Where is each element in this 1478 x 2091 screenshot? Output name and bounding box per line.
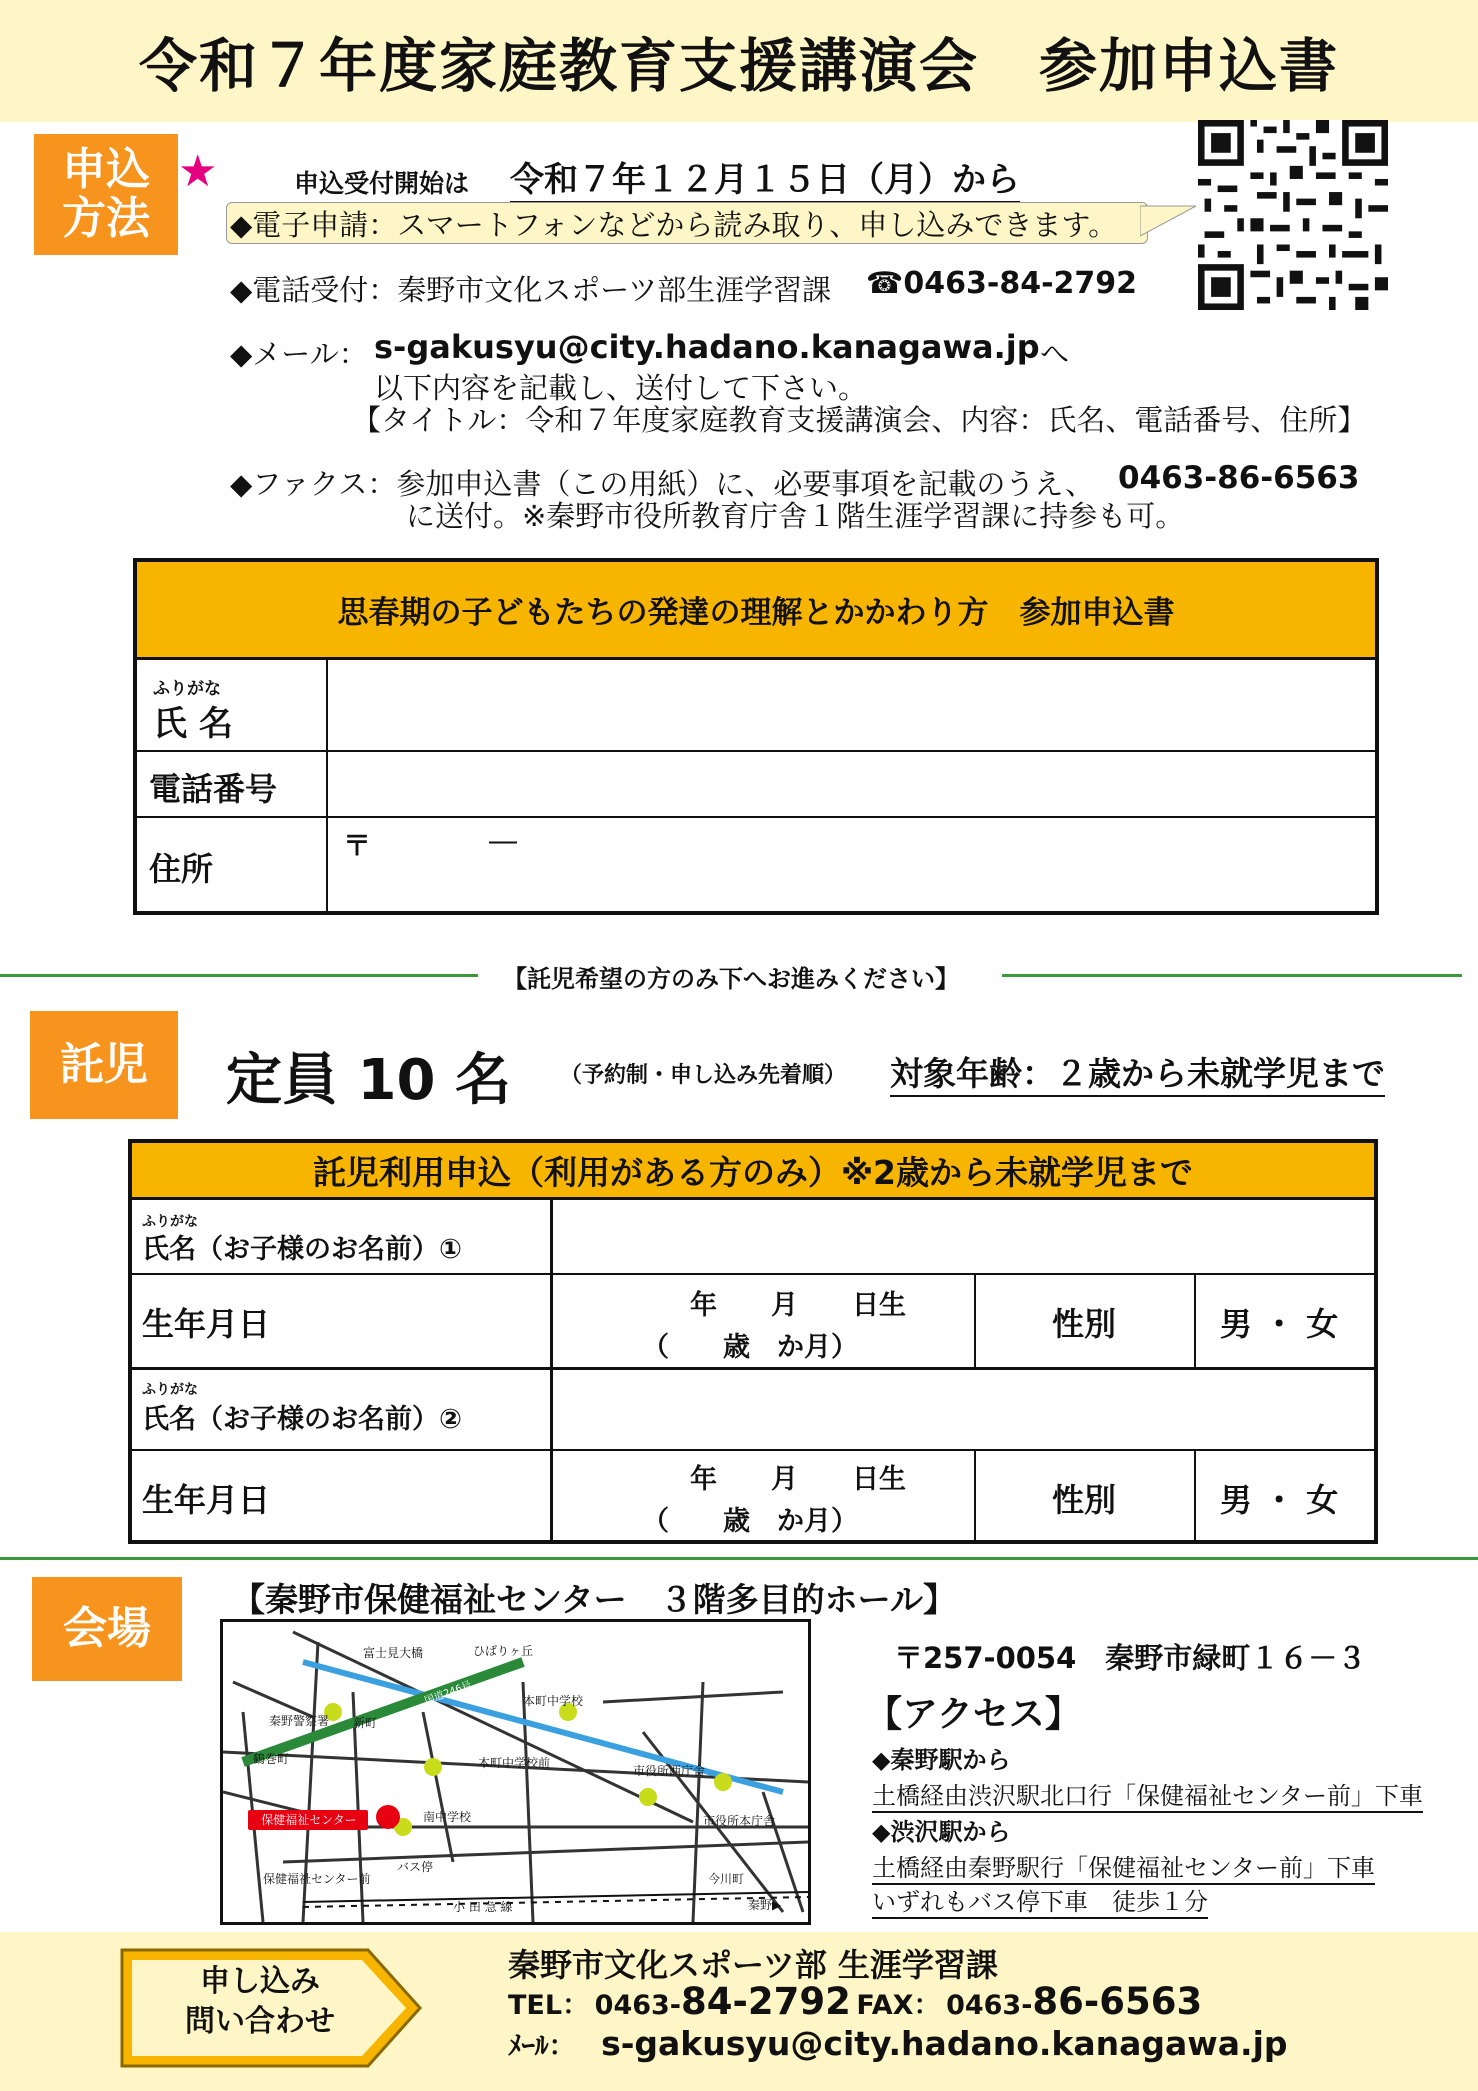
name-input[interactable] (329, 660, 1375, 750)
mail-apply-label: ◆メール： (230, 337, 368, 371)
page-title: 令和７年度家庭教育支援講演会 参加申込書 (0, 0, 1478, 122)
participation-form (133, 558, 1379, 915)
map-label-odakyu: 小 田 急 線 (453, 1900, 513, 1914)
footer-mail-address[interactable]: s-gakusyu@city.hadano.kanagawa.jp (601, 2024, 1288, 2063)
capacity-unit: 名 (454, 1048, 511, 1113)
map-label-minami-jh: 南中学校 (423, 1810, 472, 1824)
footer-contact (508, 1980, 1202, 2023)
start-date: 令和７年１２月１５日（月）から (510, 152, 1020, 203)
capacity (226, 1036, 511, 1116)
from-shibusawa: ◆渋沢駅から (872, 1818, 1011, 1846)
phone-apply-label: ◆電話受付：秦野市文化スポーツ部生涯学習課 (230, 273, 832, 307)
phone-label: 電話番号 (149, 770, 278, 808)
postal-dash: ― (489, 824, 517, 857)
hadano-route: 土橋経由渋沢駅北口行「保健福祉センター前」下車 (872, 1776, 1423, 1813)
child2-ymd[interactable]: 年 月 日生 (690, 1464, 906, 1495)
venue-map[interactable] (220, 1619, 811, 1925)
map-label-center-mae: 保健福祉センター前 (263, 1872, 371, 1886)
child1-age[interactable]: （ 歳 か月） (642, 1332, 858, 1363)
venue-tag: 会場 (32, 1577, 182, 1681)
child1-name-input[interactable] (554, 1200, 1374, 1272)
child2-gender-options[interactable]: 男 ・ 女 (1220, 1481, 1339, 1519)
footer-tel-main: 84-2792 (681, 1980, 851, 2023)
mail-apply-line3: 【タイトル：令和７年度家庭教育支援講演会、内容：氏名、電話番号、住所】 (352, 403, 1367, 437)
fax-apply-label: ◆ファクス：参加申込書（この用紙）に、必要事項を記載のうえ、 (230, 467, 1095, 501)
map-label-main-office: 市役所本庁舎 (703, 1814, 776, 1828)
divider-right (1002, 974, 1462, 977)
inquiry-button-line2: 問い合わせ (185, 2004, 335, 2039)
fax-apply-line2: に送付。※秦野市役所教育庁舎１階生涯学習課に持参も可。 (406, 499, 1185, 533)
fax-apply-number: 0463-86-6563 (1118, 460, 1360, 496)
mail-apply-line2: 以下内容を記載し、送付して下さい。 (374, 371, 868, 405)
furigana-label: ふりがな (153, 679, 221, 699)
footer-mail-label: ﾒｰﾙ： (508, 2031, 576, 2062)
address-input[interactable] (329, 818, 1375, 911)
child1-gender-options[interactable]: 男 ・ 女 (1220, 1305, 1339, 1343)
footer-tel-prefix: 0463- (594, 1990, 682, 2021)
phone-input[interactable] (329, 752, 1375, 816)
walk-note: いずれもバス停下車 徒歩１分 (872, 1882, 1208, 1919)
start-label: 申込受付開始は (294, 169, 470, 198)
from-hadano: ◆秦野駅から (872, 1746, 1011, 1774)
footer-tel-label: TEL： (508, 1990, 590, 2021)
map-label-imagawa: 今川町 (708, 1872, 745, 1886)
child1-gender-label: 性別 (1052, 1305, 1117, 1343)
child2-name-label: 氏名（お子様のお名前）② (142, 1404, 462, 1435)
child1-birth-label: 生年月日 (142, 1305, 271, 1343)
age-note: 対象年齢：２歳から未就学児まで (890, 1048, 1385, 1097)
footer-mail (508, 2024, 1288, 2063)
capacity-note: （予約制・申し込み先着順） (560, 1063, 847, 1088)
footer-dept: 秦野市文化スポーツ部 生涯学習課 (508, 1946, 998, 1984)
map-label-route246: 国道246号 (423, 1679, 474, 1707)
map-label-west-office: 市役所西庁舎 (633, 1764, 706, 1778)
map-label-tsurumaki: 鶴巻町 (253, 1752, 290, 1766)
capacity-label: 定員 (226, 1048, 338, 1113)
map-label-shinmachi: 新町 (353, 1716, 378, 1730)
access-title: 【アクセス】 (866, 1694, 1081, 1735)
divider-left (0, 974, 478, 977)
child1-ymd[interactable]: 年 月 日生 (690, 1290, 906, 1321)
phone-apply-number: ☎0463-84-2792 (866, 266, 1138, 301)
child2-name-input[interactable] (554, 1369, 1374, 1449)
footer-fax-prefix: 0463- (946, 1990, 1033, 2021)
map-label-fujimi: 富士見大橋 (363, 1646, 424, 1660)
child2-furigana: ふりがな (142, 1382, 198, 1398)
apply-method-tag-text: 申込方法 (62, 144, 150, 244)
child1-furigana: ふりがな (142, 1214, 198, 1230)
divider-note: 【託児希望の方のみ下へお進みください】 (503, 965, 959, 993)
child2-gender-label: 性別 (1052, 1481, 1117, 1519)
mail-apply-address[interactable]: s-gakusyu@city.hadano.kanagawa.jp (374, 328, 1040, 366)
venue-divider (0, 1557, 1478, 1560)
callout-pointer-icon (1140, 200, 1200, 240)
map-label-police: 秦野警察署 (269, 1714, 330, 1728)
apply-method-tag (34, 134, 178, 255)
inquiry-button[interactable] (130, 1962, 390, 2042)
child2-age[interactable]: （ 歳 か月） (642, 1506, 858, 1537)
capacity-number: 10 (357, 1048, 436, 1113)
childcare-form-header: 託児利用申込（利用がある方のみ）※2歳から未就学児まで (132, 1143, 1374, 1200)
map-label-hadano: 秦野▶ (748, 1898, 782, 1912)
shibusawa-route: 土橋経由秦野駅行「保健福祉センター前」下車 (872, 1848, 1375, 1885)
footer-fax-label: FAX： (856, 1990, 941, 2021)
map-label-center: 保健福祉センター (261, 1813, 357, 1827)
map-label-hibari: ひばりヶ丘 (473, 1644, 534, 1658)
name-label: 氏 名 (153, 704, 233, 744)
child2-birth-label: 生年月日 (142, 1481, 271, 1519)
participation-form-header: 思春期の子どもたちの発達の理解とかかわり方 参加申込書 (137, 562, 1375, 660)
map-label-honmachi-mae: 本町中学校前 (478, 1756, 551, 1770)
star-icon: ★ (178, 146, 218, 197)
childcare-form (128, 1139, 1378, 1544)
map-label-bus-stop: バス停 (397, 1860, 434, 1874)
electronic-apply: ◆電子申請：スマートフォンなどから読み取り、申し込みできます。 (230, 208, 1118, 242)
childcare-tag: 託児 (30, 1011, 178, 1119)
inquiry-button-line1: 申し込み (200, 1964, 320, 1999)
postal-mark: 〒 (343, 829, 372, 862)
qr-code-icon[interactable] (1198, 120, 1388, 310)
venue-address: 〒257-0054 秦野市緑町１６－３ (894, 1641, 1367, 1675)
address-label: 住所 (149, 850, 214, 888)
venue-name: 【秦野市保健福祉センター ３階多目的ホール】 (232, 1580, 957, 1619)
child1-name-label: 氏名（お子様のお名前）① (142, 1234, 462, 1265)
map-label-honmachi-jh: 本町中学校 (523, 1694, 584, 1708)
mail-apply-to: へ (1040, 337, 1070, 371)
footer-fax-main: 86-6563 (1032, 1980, 1203, 2023)
